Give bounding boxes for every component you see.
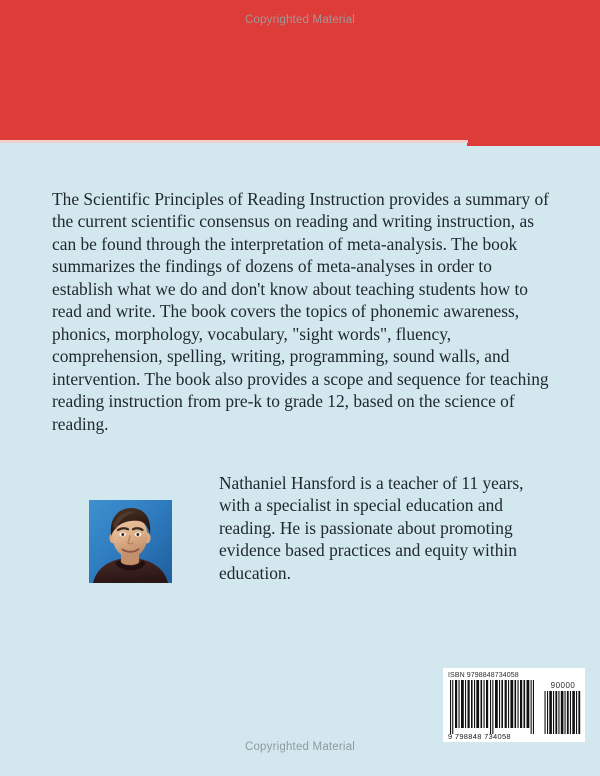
barcode-addon-digits: 90000 [550,681,576,690]
author-headshot-image [89,500,172,583]
isbn-barcode-block [443,668,585,742]
ean5-addon-barcode-icon [544,691,582,734]
pink-divider-rule [0,140,468,143]
top-red-band-extension [467,138,600,146]
book-description-text: The Scientific Principles of Reading Instruction provides a summary of the current scientific consensus on reading and writing instruction, as can be found through the interpretation of meta-analysis. The book summarizes the findings of dozens of meta-analyses in order to establish what we do and don't know about teaching students how to read and write. The book covers the topics of phonemic awareness, phonics, morphology, vocabulary, "sight words", fluency, comprehension, spelling, writing, programming, sound walls, and intervention. The book also provides a scope and sequence for teaching reading instruction from pre-k to grade 12, based on the science of reading. [52,189,549,434]
copyright-watermark-top: Copyrighted Material [244,14,356,26]
barcode-graphics [448,680,581,742]
author-headshot-photo [89,500,172,583]
copyright-watermark-bottom: Copyrighted Material [244,741,356,753]
barcode-ean-digits: 9 798848 734058 [448,732,511,741]
author-bio-text: Nathaniel Hansford is a teacher of 11 years, with a specialist in special education and reading. He is passionate about promoting evidence based practices and equity within education. [219,473,524,583]
isbn-label: ISBN 9798848734058 [448,672,519,679]
ean13-barcode-icon [449,680,537,734]
